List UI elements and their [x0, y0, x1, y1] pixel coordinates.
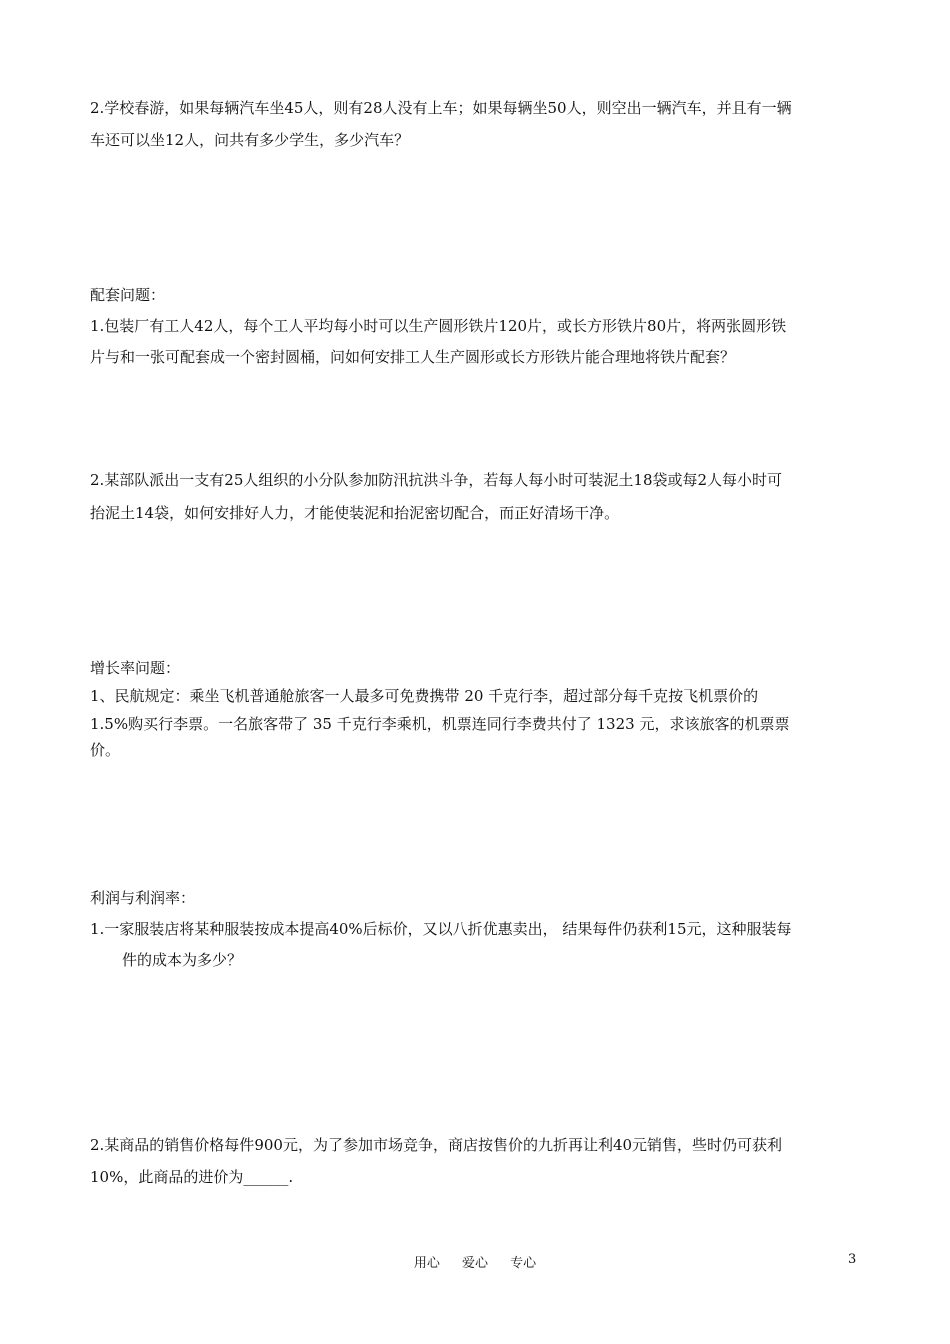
matching-problem-1-line-2: 片与和一张可配套成一个密封圆桶，问如何安排工人生产圆形或长方形铁片能合理地将铁片配套？	[90, 348, 736, 366]
matching-problem-2-line-1: 2.某部队派出一支有25人组织的小分队参加防汛抗洪斗争，若每人每小时可装泥土18袋或每2人每小时可	[90, 471, 783, 489]
problem-2-line-2: 车还可以坐12人，问共有多少学生，多少汽车？	[90, 131, 410, 149]
matching-problem-1-line-1: 1.包装厂有工人42人，每个工人平均每小时可以生产圆形铁片120片，或长方形铁片80片，将两张圆形铁	[90, 317, 787, 335]
profit-problem-1-line-1: 1.一家服装店将某种服装按成本提高40%后标价，又以八折优惠卖出， 结果每件仍获利15元，这种服装每	[90, 920, 792, 938]
section-heading-growth: 增长率问题：	[90, 659, 181, 677]
page-footer	[0, 1252, 950, 1271]
growth-problem-1-line-3: 价。	[90, 741, 121, 759]
profit-problem-1-line-2: 件的成本为多少？	[122, 951, 243, 969]
profit-problem-2-line-2: 10%，此商品的进价为______.	[90, 1168, 294, 1186]
growth-problem-1-line-1: 1、民航规定：乘坐飞机普通舱旅客一人最多可免费携带 20 千克行李，超过部分每千克按飞机票价的	[90, 687, 759, 705]
matching-problem-2-line-2: 抬泥土14袋，如何安排好人力，才能使装泥和抬泥密切配合，而正好清场干净。	[90, 504, 620, 522]
section-heading-matching: 配套问题：	[90, 286, 166, 304]
profit-problem-2-line-1: 2.某商品的销售价格每件900元，为了参加市场竞争，商店按售价的九折再让利40元销售，些时仍可获利	[90, 1136, 783, 1154]
footer-motto-2: 爱心	[461, 1256, 488, 1271]
page-number: 3	[848, 1252, 857, 1267]
footer-motto-1: 用心	[413, 1256, 440, 1271]
footer-motto-3: 专心	[510, 1256, 537, 1271]
section-heading-profit: 利润与利润率：	[90, 889, 196, 907]
growth-problem-1-line-2: 1.5%购买行李票。一名旅客带了 35 千克行李乘机，机票连同行李费共付了 1323 元，求该旅客的机票票	[90, 715, 790, 733]
problem-2-line-1: 2.学校春游，如果每辆汽车坐45人，则有28人没有上车；如果每辆坐50人，则空出一辆汽车，并且有一辆	[90, 99, 792, 117]
